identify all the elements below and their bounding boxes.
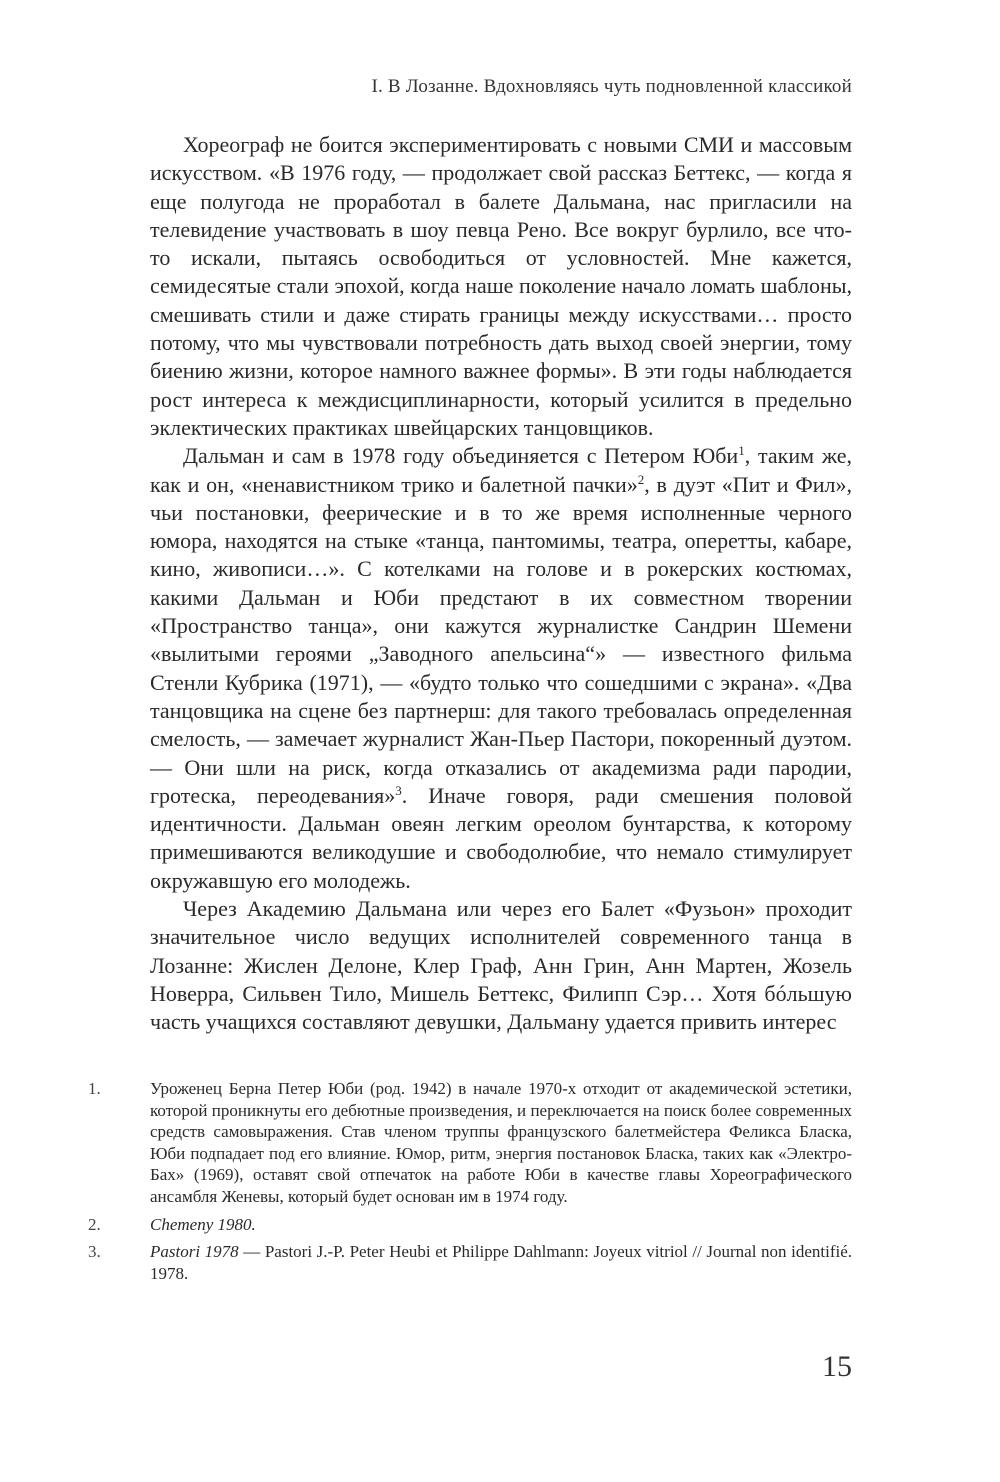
footnote-text: [150, 1241, 852, 1284]
book-page: [88, 0, 853, 1482]
paragraph-3-text: Через Академию Дальмана или через его Балет «Фузьон» проходит значительное число ведущих исполнителей современного танца в Лозанне: Жислен Делоне, Клер Граф, Анн Грин, Анн Мартен, Жозель Новерра, Сильвен Тило, Мишель Беттекс, Филипп Сэр… Хотя бóльшую часть учащихся составляют девушки, Дальману удается привить интерес: [150, 896, 852, 1035]
footnote-number: 1.: [88, 1079, 101, 1098]
paragraph-2-text-d: . Иначе говоря, ради смешения половой идентичности. Дальман овеян легким ореолом бунтарства, к которому примешиваются великодушие и свободолюбие, что немало стимулирует окружавшую его молодежь.: [150, 782, 853, 893]
paragraph-2: [150, 442, 852, 895]
footnote-ref-1[interactable]: 1: [738, 443, 745, 459]
footnote-citation: Pastori 1978: [150, 1242, 239, 1262]
paragraph-2-text-c: , в дуэт «Пит и Фил», чьи постановки, феерические и в то же время исполненные черного юмора, находятся на стыке «танца, пантомимы, театра, оперетты, кабаре, кино, живописи…». С котелками на голове и в рокерских костюмах, какими Дальман и Юби предстают в их совместном творении «Пространство танца», они кажутся журналистке Сандрин Шемени «вылитыми героями „Заводного апельсина“» — известного фильма Стенли Кубрика (1971), — «будто только что сошедшими с экрана». «Два танцовщика на сцене без партнерш: для такого требовалась определенная смелость, — замечает журналист Жан-Пьер Пастори, покоренный дуэтом. — Они шли на риск, когда отказались от академизма ради пародии, гротеска, переодевания»: [150, 471, 852, 808]
footnote-1: [88, 1078, 852, 1208]
main-text: [150, 131, 852, 1037]
footnote-ref-2[interactable]: 2: [637, 471, 645, 487]
running-head: I. В Лозанне. Вдохновляясь чуть подновленной классикой: [371, 76, 852, 97]
footnote-number: 3.: [88, 1242, 101, 1262]
footnote-citation: Chemeny 1980.: [150, 1214, 256, 1234]
page-number: 15: [822, 1350, 852, 1383]
footnote-text: [150, 1214, 852, 1236]
footnote-number: 2.: [88, 1214, 101, 1234]
paragraph-1: [150, 131, 852, 442]
footnote-2: [88, 1214, 852, 1236]
footnote-3: [88, 1241, 852, 1284]
footnotes: [88, 1078, 852, 1290]
paragraph-2-text-a: Дальман и сам в 1978 году объединяется с Петером Юби: [183, 443, 739, 469]
paragraph-1-text: Хореограф не боится экспериментировать с новыми СМИ и массовым искусством. «В 1976 году, — продолжает свой рассказ Беттекс, — когда я еще полугода не проработал в балете Дальмана, нас пригласили на телевидение участвовать в шоу певца Рено. Все вокруг бурлило, все что-то искали, пытаясь освободиться от условностей. Мне кажется, семидесятые стали эпохой, когда наше поколение начало ломать шаблоны, смешивать стили и даже стирать границы между искусствами… просто потому, что мы чувствовали потребность дать выход своей энергии, тому биению жизни, которое намного важнее формы». В эти годы наблюдается рост интереса к междисциплинарности, который усилится в предельно эклектических практиках швейцарских танцовщиков.: [150, 132, 852, 440]
footnote-ref-3[interactable]: 3: [395, 782, 402, 798]
footnote-reference: — Pastori J.-P. Peter Heubi et Philippe Dahlmann: Joyeux vitriol // Journal non identifié. 1978.: [150, 1242, 853, 1283]
paragraph-2-text-b: , таким же, как и он, «ненавистником трико и балетной пачки»: [150, 443, 852, 497]
footnote-text: Уроженец Берна Петер Юби (род. 1942) в начале 1970-х отходит от академической эстетики, которой проникнуты его дебютные произведения, и переключается на поиск более современных средств самовыражения. Став членом труппы французского балетмейстера Феликса Бласка, Юби подпадает под его влияние. Юмор, ритм, энергия постановок Бласка, таких как «Электро-Бах» (1969), оставят свой отпечаток на работе Юби в качестве главы Хореографического ансамбля Женевы, который будет основан им в 1974 году.: [150, 1079, 852, 1206]
paragraph-3: [150, 895, 852, 1036]
